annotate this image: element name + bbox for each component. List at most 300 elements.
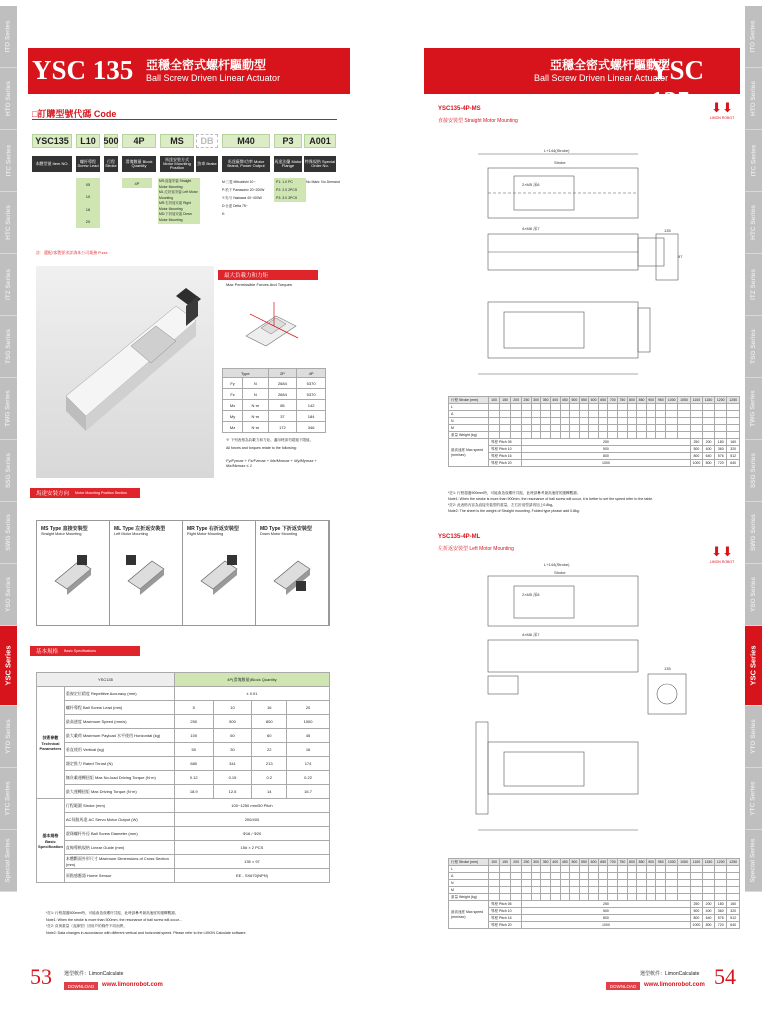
dim-cell — [618, 432, 628, 439]
series-tab-11[interactable] — [0, 706, 17, 768]
speed-tail: 320 — [727, 908, 740, 915]
series-tab-label: YSC Series — [749, 645, 758, 686]
dim-cell — [666, 432, 678, 439]
series-tab-3[interactable] — [0, 192, 17, 254]
dim-cell — [656, 404, 666, 411]
series-tab-label: ITZ Series — [5, 268, 13, 301]
mount-type-image — [51, 551, 95, 595]
dim-cell — [500, 404, 511, 411]
mount-option-1: ML:左折返安裝 Left Motor Mounting — [159, 190, 198, 200]
spec-value: 213 — [252, 757, 287, 771]
dim-cell — [500, 411, 511, 418]
spec-label: 本體斷面外形尺寸 Maximum Dimensions of Cross Section (mm) — [64, 855, 174, 869]
speed-value: 250 — [522, 901, 691, 908]
series-tab-1[interactable] — [0, 68, 17, 130]
dim-stroke: 800 — [629, 398, 635, 402]
forces-diagram — [236, 296, 306, 354]
speed-pitch: 導程 Pitch 16 — [489, 453, 522, 460]
dim-cell — [627, 432, 637, 439]
dim-cell — [690, 894, 702, 901]
dim-stroke: 1250 — [727, 859, 740, 866]
dim-cell — [715, 432, 727, 439]
spec-value: 174 — [287, 757, 330, 771]
spec-value: 50 — [174, 743, 213, 757]
dim-row — [449, 873, 740, 880]
dim-cell — [589, 418, 599, 425]
dim-cell — [531, 866, 541, 873]
spec-label: 重複定位精度 Repetitive Accuracy (mm) — [64, 687, 174, 701]
spec-label: AC伺服馬達 AC Servo Motor Output (W) — [64, 813, 174, 827]
speed-value: 1000 — [522, 460, 691, 467]
speed-tail: 720 — [715, 460, 727, 467]
dim-cell — [500, 880, 511, 887]
right-series-tabs — [745, 6, 762, 892]
series-tab-label: YTC Series — [750, 781, 758, 816]
dim-cell — [666, 425, 678, 432]
lead-options — [76, 178, 100, 228]
mount-type-image — [270, 551, 314, 595]
spec-value: 200/400 — [174, 813, 329, 827]
dim-cell — [678, 404, 690, 411]
dim-cell — [560, 418, 570, 425]
dim-cell — [646, 887, 656, 894]
dim-cell — [550, 894, 560, 901]
spec-value: 16.7 — [287, 785, 330, 799]
dim-stroke: 700 — [609, 398, 616, 402]
dim-stroke: 1000 — [666, 859, 678, 866]
code-label-4: 馬達安裝方式 Motor Mounting Position — [160, 156, 194, 172]
series-tab-8[interactable] — [0, 502, 17, 564]
dim-cell — [589, 404, 599, 411]
spec-row — [37, 757, 330, 771]
speed-tail: 320 — [727, 446, 740, 453]
dim-cell — [500, 425, 511, 432]
motor-option-4: K: — [222, 212, 226, 216]
series-tab-12[interactable] — [745, 768, 762, 830]
dim-cell — [570, 425, 580, 432]
dim-stroke: 600 — [590, 860, 597, 864]
series-tab-13[interactable] — [0, 830, 17, 892]
speed-tail: 180 — [715, 439, 727, 446]
dim-cell — [598, 411, 608, 418]
d1-note1-en: Note1: When the stroke is more than 900mm, the resonance of ball screw will occur, it is better to set the speed refer to the table. — [448, 497, 654, 501]
series-tab-label: HTC Series — [5, 205, 12, 240]
dim-cell — [627, 404, 637, 411]
dim-cell — [666, 866, 678, 873]
drawing2-title: YSC135-4P-ML — [438, 534, 481, 540]
forces-note-en: All forces and torques relate to the following: — [226, 446, 297, 450]
dim-cell — [589, 411, 599, 418]
forces-cell: 346 — [297, 422, 326, 433]
dim-cell — [690, 432, 702, 439]
motor-option-2: Y:安川 Yaskawa 40~400W — [222, 196, 262, 200]
series-tab-9[interactable] — [745, 564, 762, 626]
spec-row — [37, 869, 330, 883]
dim-cell — [690, 411, 702, 418]
dim-cell — [666, 404, 678, 411]
dim-cell — [656, 425, 666, 432]
dim-cell — [656, 880, 666, 887]
mounting-title: 馬達安裝方向 — [36, 491, 70, 497]
product-photo — [36, 266, 214, 478]
dim-cell — [598, 894, 608, 901]
d2-stroke-label: Stroke — [554, 570, 566, 575]
dim-cell — [690, 425, 702, 432]
dim-stroke: 500 — [571, 860, 578, 864]
spec-value: 100~1250 mm/50 Pitch — [174, 799, 329, 813]
dim-cell — [637, 425, 647, 432]
dim-cell — [570, 866, 580, 873]
dim-stroke: 850 — [638, 398, 645, 402]
right-website-link[interactable]: www.limonrobot.com — [644, 982, 705, 988]
series-tab-2[interactable] — [745, 130, 762, 192]
code-label-6: 馬達廠牌/功率 Motor Brand, Power Output — [222, 156, 270, 172]
dim-cell — [703, 894, 715, 901]
spec-value: 500 — [213, 715, 252, 729]
speed-row — [449, 453, 740, 460]
series-tab-8[interactable] — [745, 502, 762, 564]
dim-cell — [715, 425, 727, 432]
dim-cell — [500, 894, 511, 901]
dim-cell — [541, 411, 551, 418]
lead-option-0: 05 — [85, 181, 91, 187]
series-tab-3[interactable] — [745, 192, 762, 254]
dim-stroke: 1150 — [703, 859, 715, 866]
dim-cell — [618, 873, 628, 880]
dim-cell — [727, 425, 740, 432]
spec-value: 12.5 — [213, 785, 252, 799]
series-tab-label: YTC Series — [5, 781, 13, 816]
dim-cell — [579, 873, 589, 880]
spec-value: 16 — [252, 701, 287, 715]
series-tab-7[interactable] — [745, 440, 762, 502]
dim-cell — [589, 887, 599, 894]
dim-cell — [500, 873, 511, 880]
download-label-right: DOWNLOAD — [609, 983, 637, 989]
spec-label: 垂直使用 Vertical (kg) — [64, 743, 174, 757]
dim-cell — [727, 404, 740, 411]
forces-title: 最大負載力和力矩 — [224, 273, 269, 279]
dim-cell — [627, 873, 637, 880]
code-part-2: 500 — [103, 136, 119, 146]
dim-label: A — [449, 873, 489, 880]
dim-cell — [541, 432, 551, 439]
dim-label: 行程 Stroke (mm) — [449, 859, 489, 866]
dim-cell — [598, 432, 608, 439]
series-tab-10[interactable] — [0, 626, 17, 706]
dim-stroke: 900 — [648, 860, 655, 864]
series-tab-10[interactable] — [745, 626, 762, 706]
drawing1-sub: 直接安裝型 Straight Motor Mounting — [438, 118, 518, 124]
dim-cell — [522, 404, 532, 411]
forces-row — [223, 389, 326, 400]
forces-th: 2P — [268, 369, 297, 378]
series-tab-6[interactable] — [745, 378, 762, 440]
mount-type-3 — [256, 521, 329, 625]
series-tab-4[interactable] — [745, 254, 762, 316]
series-tab-7[interactable] — [0, 440, 17, 502]
speed-pitch: 導程 Pitch 10 — [489, 908, 522, 915]
force-axes-icon — [236, 296, 306, 354]
logo-icon: ⬇⬇ — [711, 100, 733, 115]
dim-cell — [570, 411, 580, 418]
dim-stroke: 300 — [533, 398, 539, 402]
dim-cell — [703, 873, 715, 880]
dim-cell — [678, 894, 690, 901]
dim-cell — [727, 894, 740, 901]
series-tab-5[interactable] — [745, 316, 762, 378]
basic-header — [30, 646, 140, 656]
speed-tail: 640 — [703, 915, 715, 922]
flange-option-2: P3: 3.0 3PCS — [276, 196, 298, 200]
speed-row — [449, 908, 740, 915]
drawing2-svg — [474, 556, 690, 846]
spec-note-3: Note2: Data changes in accordance with different vertical and horizontal speed. Please refer to the LIMON Calculate software. — [46, 930, 247, 935]
series-tab-label: YTO Series — [5, 719, 13, 754]
speed-tail: 160 — [727, 901, 740, 908]
dim-cell — [579, 404, 589, 411]
left-website-link[interactable]: www.limonrobot.com — [102, 982, 163, 988]
spec-row — [37, 729, 330, 743]
forces-row — [223, 378, 326, 389]
dim-cell — [646, 432, 656, 439]
dim-cell — [550, 432, 560, 439]
forces-cell: My — [223, 411, 243, 422]
mount-type-en: Straight Motor Mounting — [41, 532, 82, 536]
dim-cell — [656, 418, 666, 425]
dim-cell — [579, 866, 589, 873]
lead-option-1: 10 — [85, 194, 91, 200]
series-tab-9[interactable] — [0, 564, 17, 626]
series-tab-4[interactable] — [0, 254, 17, 316]
dim-cell — [550, 418, 560, 425]
dim-cell — [656, 894, 666, 901]
basic-sub: Basic Specifications — [64, 649, 96, 653]
drawing1-area — [474, 138, 690, 390]
series-tab-6[interactable] — [0, 378, 17, 440]
spec-notes — [46, 910, 336, 936]
code-label-7: 馬達法蘭 Motor Flange — [274, 156, 302, 172]
dim-cell — [715, 866, 727, 873]
dim-stroke: 1000 — [666, 397, 678, 404]
dim-cell — [541, 894, 551, 901]
dim-label: 重量 Weight (kg) — [449, 894, 489, 901]
series-tab-11[interactable] — [745, 706, 762, 768]
speed-tail: 512 — [727, 915, 740, 922]
dim-cell — [560, 894, 570, 901]
speed-tail: 640 — [727, 460, 740, 467]
dim-label: 重量 Weight (kg) — [449, 432, 489, 439]
spec-value: 0.15 — [213, 771, 252, 785]
spec-value: 18.9 — [174, 785, 213, 799]
dim-cell — [618, 894, 628, 901]
series-tab-12[interactable] — [0, 768, 17, 830]
dim-cell — [570, 404, 580, 411]
right-download-button[interactable] — [606, 982, 640, 990]
dim-cell — [646, 404, 656, 411]
series-tab-label: SSG Series — [750, 452, 757, 489]
dim-cell — [715, 887, 727, 894]
dim-stroke: 550 — [581, 398, 587, 402]
left-download-button[interactable] — [64, 982, 98, 990]
dim-stroke-row — [449, 397, 740, 404]
dim-stroke: 450 — [561, 398, 568, 402]
speed-value: 800 — [522, 453, 691, 460]
left-title-banner — [28, 48, 350, 94]
dim-cell — [500, 418, 511, 425]
series-tab-13[interactable] — [745, 830, 762, 892]
dim-cell — [560, 425, 570, 432]
dim-cell — [550, 411, 560, 418]
series-tab-label: ITO Series — [5, 20, 13, 53]
dim-cell — [608, 866, 618, 873]
speed-value: 1000 — [522, 922, 691, 929]
motor-options — [222, 178, 270, 218]
dim-cell — [560, 404, 570, 411]
dim-cell — [522, 873, 532, 880]
dim-cell — [715, 418, 727, 425]
spec-group1: 技術參數 Technical Parameters — [37, 687, 65, 799]
dim-stroke: 350 — [542, 398, 549, 402]
spec-value: ± 0.01 — [174, 687, 329, 701]
dim-cell — [489, 418, 500, 425]
speed-tail: 640 — [727, 922, 740, 929]
spec-note-0: *註1: 行程超過500mm時，可能會造成螺杆共振，此時請參考最高速度的運轉數據。 — [46, 911, 179, 915]
dim-cell — [550, 873, 560, 880]
dim-cell — [541, 425, 551, 432]
dim-cell — [589, 894, 599, 901]
dim-cell — [608, 404, 618, 411]
right-logo-2 — [704, 544, 740, 564]
dim-cell — [531, 880, 541, 887]
dim-cell — [511, 432, 522, 439]
d2-w-label: 135 — [664, 666, 671, 671]
dim-cell — [727, 866, 740, 873]
spec-row — [37, 855, 330, 869]
forces-cell: N·m — [243, 422, 268, 433]
dim-cell — [522, 411, 532, 418]
dim-cell — [666, 894, 678, 901]
dim-cell — [531, 432, 541, 439]
forces-row — [223, 411, 326, 422]
dim-stroke: 700 — [609, 860, 616, 864]
order-code-rule — [32, 119, 337, 120]
dim-cell — [703, 418, 715, 425]
dim-cell — [690, 866, 702, 873]
right-page-number: 54 — [714, 964, 736, 989]
forces-cell: 2684 — [268, 378, 297, 389]
forces-sub: Max Permissible Forces And Torques — [226, 282, 292, 287]
series-tab-0[interactable] — [745, 6, 762, 68]
series-tab-5[interactable] — [0, 316, 17, 378]
d1-stroke-label: Stroke — [554, 160, 566, 165]
dim-cell — [511, 411, 522, 418]
flange-options — [274, 178, 306, 202]
dim-cell — [627, 425, 637, 432]
speed-pitch: 導程 Pitch 16 — [489, 915, 522, 922]
dim-cell — [637, 873, 647, 880]
mount-types-grid — [36, 520, 330, 626]
dim-cell — [656, 411, 666, 418]
left-model-title: YSC 135 — [32, 55, 134, 85]
dim-cell — [550, 880, 560, 887]
spec-row — [37, 743, 330, 757]
dim-cell — [550, 866, 560, 873]
series-tab-0[interactable] — [0, 6, 17, 68]
spec-value: 0.22 — [287, 771, 330, 785]
dim-stroke: 300 — [533, 860, 539, 864]
dim-stroke: 100 — [489, 397, 500, 404]
flange-option-0: P1: 1.0 PC — [276, 180, 293, 184]
dim-cell — [678, 880, 690, 887]
dim-cell — [646, 425, 656, 432]
dim-cell — [627, 887, 637, 894]
spec-note-1: Note1: When the stroke is more than 500mm, the resonance of ball screw will occur... — [46, 917, 182, 922]
order-code-title: □訂購型號代碼 Code — [32, 109, 117, 119]
spec-value: 100 — [174, 729, 213, 743]
dim-cell — [715, 880, 727, 887]
dim-cell — [579, 887, 589, 894]
dim-cell — [589, 425, 599, 432]
speed-tail: 250 — [690, 439, 702, 446]
dim-stroke: 650 — [600, 860, 607, 864]
series-tab-1[interactable] — [745, 68, 762, 130]
dim-cell — [511, 866, 522, 873]
speed-pitch: 導程 Pitch 05 — [489, 439, 522, 446]
dim-stroke: 150 — [500, 397, 511, 404]
dim-cell — [678, 873, 690, 880]
spec-label: 額定推力 Rated Thrust (N) — [64, 757, 174, 771]
dim-cell — [608, 418, 618, 425]
d1-note2: *註2: 此表格內容為直接安裝型的重量，左右折返型請再加上0.8kg。 — [448, 503, 556, 507]
drawing2-sub: 左折返安裝型 Left Motor Mounting — [438, 546, 514, 552]
series-tab-2[interactable] — [0, 130, 17, 192]
dim-cell — [666, 873, 678, 880]
spec-label: 原點感應器 Home Sensor — [64, 869, 174, 883]
series-tab-label: ITO Series — [750, 20, 758, 53]
dim-cell — [570, 887, 580, 894]
code-part-3: 4P — [122, 134, 156, 148]
mount-type-code: MR Type 右折返安裝型 — [187, 526, 239, 532]
dim-stroke: 650 — [600, 398, 607, 402]
left-title-cn: 亞穩全密式螺杆驅動型 — [146, 58, 267, 72]
dim-cell — [608, 894, 618, 901]
dim-cell — [489, 873, 500, 880]
dim-stroke: 1150 — [703, 397, 715, 404]
dim-cell — [598, 425, 608, 432]
speed-tail: 160 — [727, 439, 740, 446]
spec-model: YSC135 — [37, 673, 175, 687]
d2-l-label: L+144(Stroke) — [544, 562, 570, 567]
dim-cell — [627, 418, 637, 425]
dim-cell — [560, 880, 570, 887]
dim-cell — [570, 894, 580, 901]
dim-cell — [531, 887, 541, 894]
dim-row — [449, 866, 740, 873]
dim-label: L — [449, 404, 489, 411]
dim-cell — [489, 404, 500, 411]
dim-cell — [608, 873, 618, 880]
mount-type-code: ML Type 左折返安裝型 — [114, 526, 166, 532]
left-footer-software: 選型軟件：LimonCalculate — [64, 971, 124, 977]
dim-cell — [522, 887, 532, 894]
left-title-en: Ball Screw Driven Linear Actuator — [146, 73, 281, 83]
spec-value: 15# × 2 PCS — [174, 841, 329, 855]
speed-tail: 576 — [715, 915, 727, 922]
speed-tail: 800 — [703, 922, 715, 929]
speed-row — [449, 915, 740, 922]
forces-cell: 5370 — [297, 378, 326, 389]
